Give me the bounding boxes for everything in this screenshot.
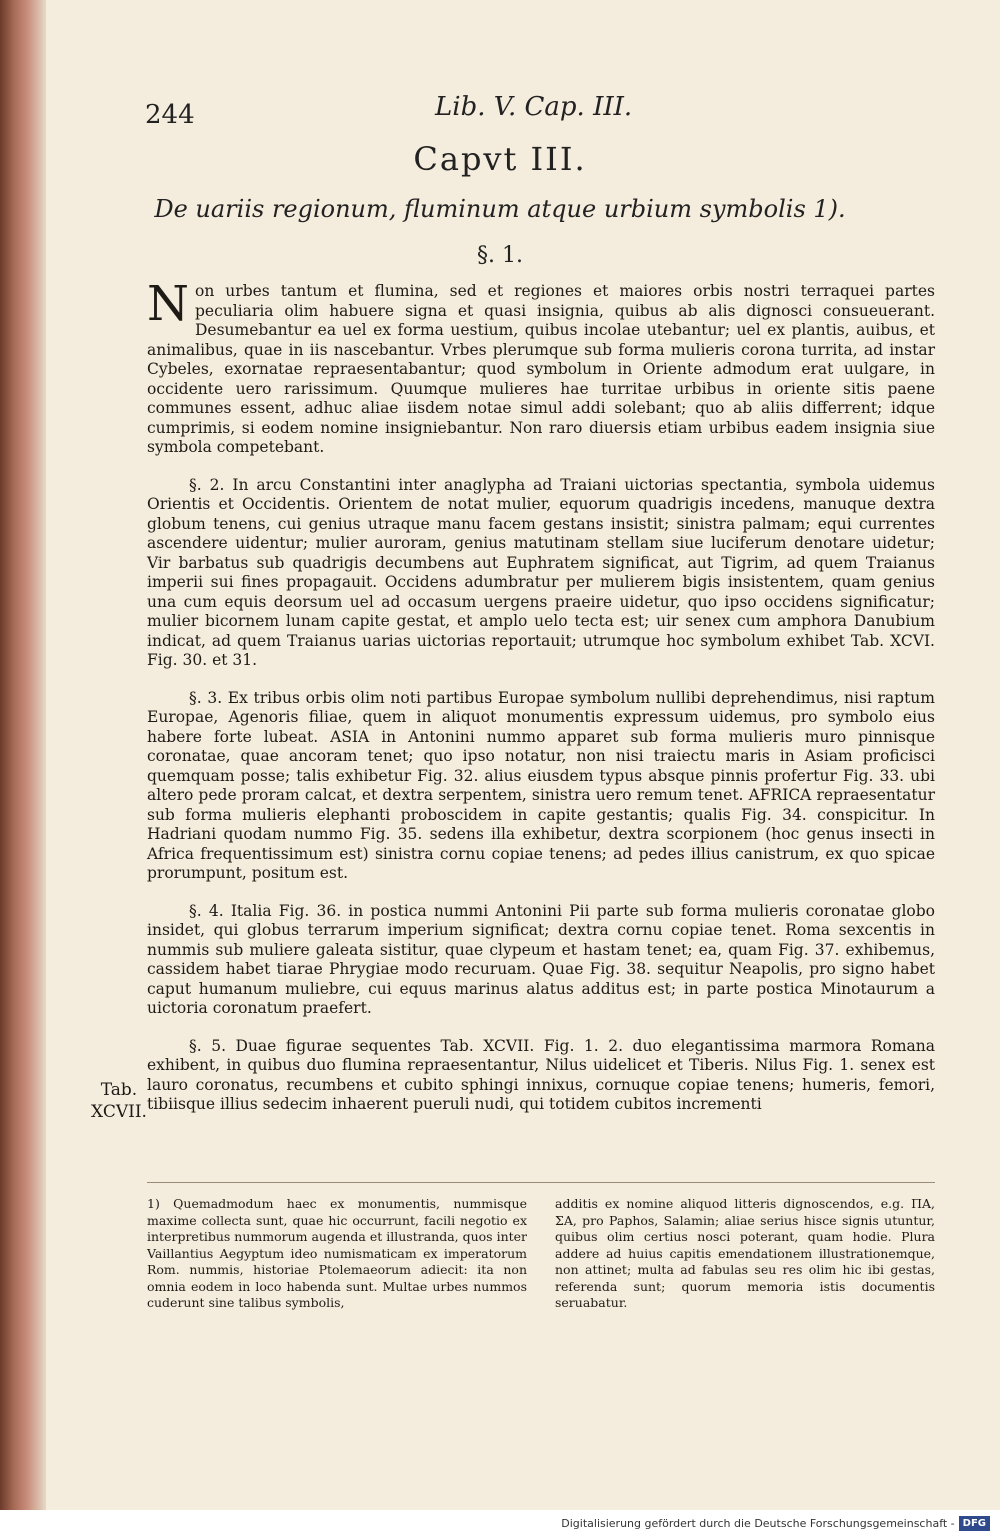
footnote-column-right: additis ex nomine aliquod litteris dignoscendos, e.g. ΠΑ, ΣΑ, pro Paphos, Salamin; aliae serius hisce signis utuntur, quibus olim certius nosci poterant, quam hodie. Plura addere ad huius capitis emendationem illustrationemque, non attinet; multa ad fabulas seu res olim hic ibi gestas, referenda sunt; quorum memoria istis documentis seruabatur. [555,1196,935,1310]
chapter-subtitle: De uariis regionum, fluminum atque urbium symbolis 1). [154,195,846,223]
page-number: 244 [145,100,195,130]
page-header [145,92,935,132]
paragraph-1 [147,276,935,458]
section-mark: §. 1. [477,243,523,268]
running-head: Lib. V. Cap. III. [435,92,633,122]
drop-cap: N [147,276,189,332]
margin-note [84,1079,154,1123]
paragraph-3: §. 3. Ex tribus orbis olim noti partibus Europae symbolum nullibi deprehendimus, nisi raptum Europae, Agenoris filiae, quem in aliquot monumentis expressum uidemus, pro symbolo eius habere forte lubeat. ASIA in Antonini nummo apparet sub forma mulieris muro pinnisque coronatae, quae ancoram tenet; quo ipso notatur, non nisi traiectu maris in Asiam proficisci quemquam posse; talis exhibetur Fig. 32. alius eiusdem typus absque pinnis profertur Fig. 33. ubi altero pede proram calcat, et dextra serpentem, sinistra uero remum tenet. AFRICA repraesentatur sub forma mulieris elephanti proboscidem in capite gestantis; qualis Fig. 34. conspicitur. In Hadriani quodam nummo Fig. 35. sedens illa exhibetur, dextra scorpionem (hoc genus insecti in Africa frequentissimum est) sinistra cornu copiae tenens; ad pedes illius canistrum, ex quo spicae prorumpunt, positum est. [147,688,935,882]
book-edge [0,0,46,1537]
paragraph-text: on urbes tantum et flumina, sed et regiones et maiores orbis nostri terraquei partes peculiaria olim habuere signa et quasi insignia, quibus ab alis dignosci consueuerant. Desumebantur ea uel ex forma uestium, quibus incolae utebantur; uel ex plantis, auibus, et animalibus, quae in iis nascebantur. Vrbes plerumque sub forma mulieris corona turrita, ad instar Cybeles, exornatae repraesentabantur; quod symbolum in Oriente admodum erat uulgare, in occidente uero rarissimum. Quumque mulieres hae turritae urbibus in oriente sitis paene communes essent, adhuc aliae iisdem notae simul addi solebant; quo ab aliis differrent; idque cumprimis, si eodem nomine insigniebantur. Non raro diuersis etiam urbibus eadem insignia siue symbola competebant. [147,282,935,456]
paragraph-4: §. 4. Italia Fig. 36. in postica nummi Antonini Pii parte sub forma mulieris coronatae globo insidet, qui globus terrarum imperium significat; dextra cornu copiae tenet. Roma sexcentis in nummis sub muliere galeata sistitur, quae clypeum et hastam tenet; ea, quam Fig. 37. exhibemus, cassidem habet tiarae Phrygiae modo recuruam. Quae Fig. 38. sequitur Neapolis, pro signo habet caput humanum muliebre, cui equus marinus alatus additus est; in parte postica Minotaurum a uictoria coronatum praefert. [147,901,935,1017]
footnote-column-left: 1) Quemadmodum haec ex monumentis, nummisque maxime collecta sunt, quae hic occurrunt, facili negotio ex interpretibus nummorum augenda et illustranda, quos inter Vaillantius Aegyptum ideo numismaticam ex imperatorum Rom. nummis, historiae Ptolemaeorum adiecit: ita non omnia eodem in loco habenda sunt. Multae urbes nummos cuderunt sine talibus symbolis, [147,1196,528,1310]
scan-footer-text: Digitalisierung gefördert durch die Deutsche Forschungsgemeinschaft - [561,1517,955,1530]
dfg-logo: DFG [959,1516,990,1531]
paragraph-5: §. 5. Duae figurae sequentes Tab. XCVII. Fig. 1. 2. duo elegantissima marmora Romana exhibent, in quibus duo flumina repraesentantur, Nilus uidelicet et Tiberis. Nilus Fig. 1. senex est lauro coronatus, recumbens et cubito sphingi innixus, cornuque copiae tenens; humeris, femori, tibiisque illius sedecim inhaerent pueruli nudi, qui totidem cubitos incrementi [147,1036,935,1113]
scan-footer [0,1510,1000,1537]
paragraph-2: §. 2. In arcu Constantini inter anaglypha ad Traiani uictorias spectantia, symbola uidemus Orientis et Occidentis. Orientem de notat mulier, equorum quadrigis incedens, manuque dextra globum tenens, cui genius utraque manu facem gestans insistit; sinistra palmam; equi currentes ascendere uidentur; mulier auroram, genius matutinam stellam siue luciferum denotare uidetur; Vir barbatus sub quadrigis decumbens aut Euphratem significat, aut Tigrim, ad quem Traianus imperii sui fines propagauit. Occidens adumbratur per mulierem bigis insistentem, quam genius una cum equis deorsum uel ad occasum uergens praeire uidetur, quo ipso occidens significatur; mulier bicornem lunam capite gestat, et amplo uelo tecta est; uir senex cum amphora Danubium indicat, ad quem Traianus uarias uictorias reportauit; utrumque hoc symbolum exhibet Tab. XCVI. Fig. 30. et 31. [147,475,935,669]
margin-note-line-2: XCVII. [91,1102,147,1122]
chapter-title: Capvt III. [413,140,587,178]
footnotes [147,1196,935,1312]
margin-note-line-1: Tab. [100,1080,138,1100]
body-text [147,276,935,1133]
footnote-rule [147,1182,935,1183]
